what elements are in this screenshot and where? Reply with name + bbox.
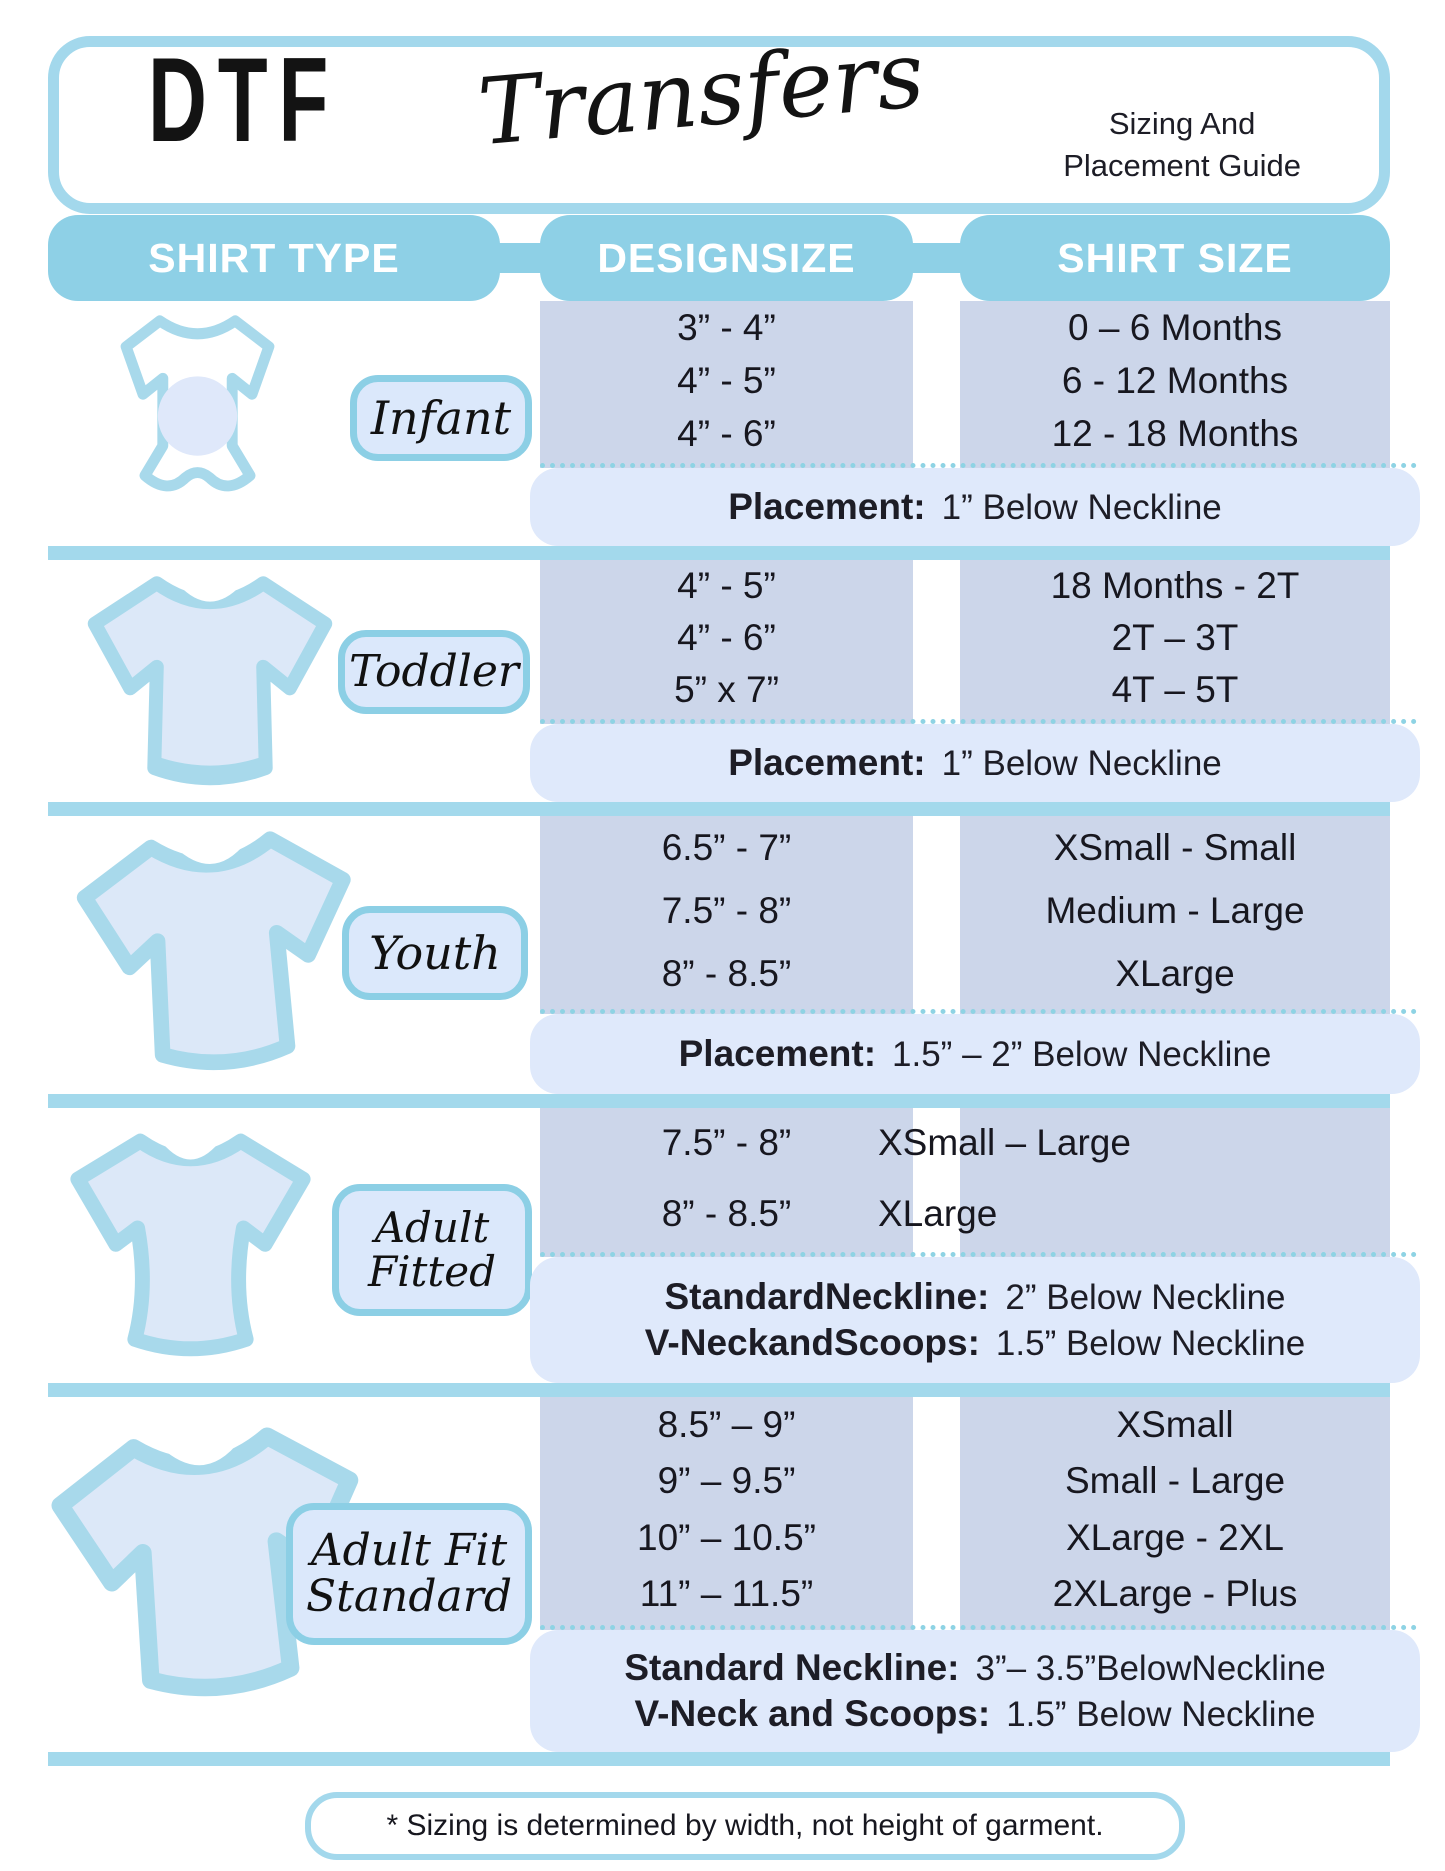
footer-note <box>305 1792 1185 1860</box>
design-size-value: 7.5” - 8” <box>661 889 792 931</box>
column-header-shirt-size: SHIRT SIZE <box>960 215 1390 301</box>
design-size-value: 8” - 8.5” <box>661 953 792 995</box>
placement-value: 1.5” Below Neckline <box>995 1324 1306 1363</box>
design-size-value: 4” - 6” <box>677 412 776 454</box>
placement-bar <box>530 1014 1420 1094</box>
placement-label: V-Neck and Scoops: <box>634 1693 991 1734</box>
shirt-type-tag <box>342 906 528 1000</box>
placement-line <box>530 1647 1420 1689</box>
shirt-size-value: XSmall – Large <box>878 1122 1131 1164</box>
section-youth <box>0 816 1445 1094</box>
header-connector <box>907 243 965 273</box>
design-size-value: 3” - 4” <box>677 306 776 348</box>
shirt-size-value: XSmall - Small <box>1053 826 1297 868</box>
shirt-type-label: Adult Fit <box>310 1524 508 1576</box>
placement-label: Placement: <box>678 1033 877 1074</box>
shirt-type-tag <box>350 375 532 461</box>
section-toddler <box>0 560 1445 802</box>
shirt-size-value: 6 - 12 Months <box>1061 359 1289 401</box>
placement-bar <box>530 468 1420 546</box>
fitted-tshirt-icon <box>48 1116 333 1383</box>
shirt-size-value: Small - Large <box>1064 1460 1286 1502</box>
row-divider <box>48 1383 1390 1397</box>
design-size-value: 5” x 7” <box>674 669 779 710</box>
placement-label: Placement: <box>728 486 926 527</box>
placement-value: 3”– 3.5”BelowNeckline <box>975 1649 1326 1688</box>
row-divider <box>48 1752 1390 1766</box>
design-size-value: 11” – 11.5” <box>639 1572 814 1614</box>
header-connector <box>494 243 546 273</box>
tshirt-icon <box>70 568 350 801</box>
shirt-size-value: 18 Months - 2T <box>1050 565 1300 606</box>
footer-note-text: * Sizing is determined by width, not height of garment. <box>386 1809 1104 1842</box>
shirt-size-value: XSmall <box>1116 1404 1234 1446</box>
design-size-value: 4” - 6” <box>677 617 776 658</box>
design-size-list <box>540 301 913 460</box>
shirt-size-list <box>960 816 1390 1006</box>
design-size-value: 4” - 5” <box>677 565 776 606</box>
shirt-size-list <box>960 560 1390 716</box>
row-divider <box>48 546 1390 560</box>
placement-value: 1.5” – 2” Below Neckline <box>892 1035 1272 1074</box>
tshirt-icon <box>57 816 379 1098</box>
placement-line <box>530 742 1420 784</box>
subtitle-line2: Placement Guide <box>1063 147 1301 183</box>
shirt-type-label: Fitted <box>367 1247 497 1296</box>
placement-line <box>530 486 1420 528</box>
shirt-type-tag <box>332 1184 532 1316</box>
shirt-type-tag <box>338 630 530 714</box>
placement-label: StandardNeckline: <box>664 1276 990 1317</box>
brand-title-script: Transfers <box>474 20 929 167</box>
row-divider <box>48 802 1390 816</box>
shirt-size-value: 4T – 5T <box>1111 669 1239 710</box>
column-header-shirt-type: SHIRT TYPE <box>48 215 500 301</box>
brand-title: DTF <box>148 33 340 167</box>
shirt-type-tag <box>286 1503 532 1645</box>
placement-bar <box>530 1257 1420 1383</box>
column-header-design-size: DESIGNSIZE <box>540 215 913 301</box>
row-divider <box>48 1094 1390 1108</box>
shirt-size-list <box>878 1108 1358 1249</box>
shirt-size-value: 2XLarge - Plus <box>1052 1572 1298 1614</box>
design-size-value: 8” - 8.5” <box>661 1192 792 1234</box>
placement-value: 1.5” Below Neckline <box>1006 1695 1316 1734</box>
shirt-size-value: 0 – 6 Months <box>1068 306 1282 348</box>
shirt-size-list <box>960 301 1390 460</box>
design-size-list <box>540 560 913 716</box>
placement-label: Placement: <box>728 742 926 783</box>
section-adult-fit-standard <box>0 1397 1445 1752</box>
shirt-type-label: Toddler <box>349 645 519 697</box>
design-size-value: 10” – 10.5” <box>637 1516 816 1558</box>
page-subtitle <box>1063 103 1301 187</box>
placement-value: 2” Below Neckline <box>1005 1278 1286 1317</box>
placement-line <box>530 1033 1420 1075</box>
shirt-size-value: XLarge - 2XL <box>1065 1516 1285 1558</box>
placement-label: Standard Neckline: <box>624 1647 960 1688</box>
section-adult-fitted <box>0 1108 1445 1383</box>
placement-line <box>530 1276 1420 1318</box>
placement-value: 1” Below Neckline <box>941 744 1222 783</box>
shirt-type-label: Youth <box>369 925 501 980</box>
design-size-value: 8.5” – 9” <box>657 1404 796 1446</box>
onesie-icon <box>90 307 305 540</box>
subtitle-line1: Sizing And <box>1108 106 1256 141</box>
shirt-type-label: Infant <box>370 390 512 445</box>
placement-label: V-NeckandScoops: <box>644 1322 980 1363</box>
shirt-size-value: Medium - Large <box>1045 889 1305 931</box>
design-size-list <box>540 1397 913 1622</box>
design-size-list <box>540 1108 913 1249</box>
shirt-type-label: Adult <box>374 1202 490 1252</box>
shirt-size-value: 12 - 18 Months <box>1051 412 1299 454</box>
design-size-value: 6.5” - 7” <box>661 826 792 868</box>
section-infant <box>0 301 1445 546</box>
placement-line <box>530 1322 1420 1364</box>
design-size-value: 7.5” - 8” <box>661 1122 792 1164</box>
placement-bar <box>530 1630 1420 1752</box>
placement-line <box>530 1693 1420 1735</box>
design-size-value: 9” – 9.5” <box>657 1460 796 1502</box>
shirt-size-value: XLarge <box>878 1192 998 1234</box>
shirt-size-value: 2T – 3T <box>1111 617 1239 658</box>
design-size-value: 4” - 5” <box>677 359 776 401</box>
shirt-type-label: Standard <box>306 1571 512 1622</box>
shirt-size-value: XLarge <box>1115 953 1235 995</box>
placement-bar <box>530 724 1420 802</box>
placement-value: 1” Below Neckline <box>941 488 1222 527</box>
shirt-size-list <box>960 1397 1390 1622</box>
design-size-list <box>540 816 913 1006</box>
